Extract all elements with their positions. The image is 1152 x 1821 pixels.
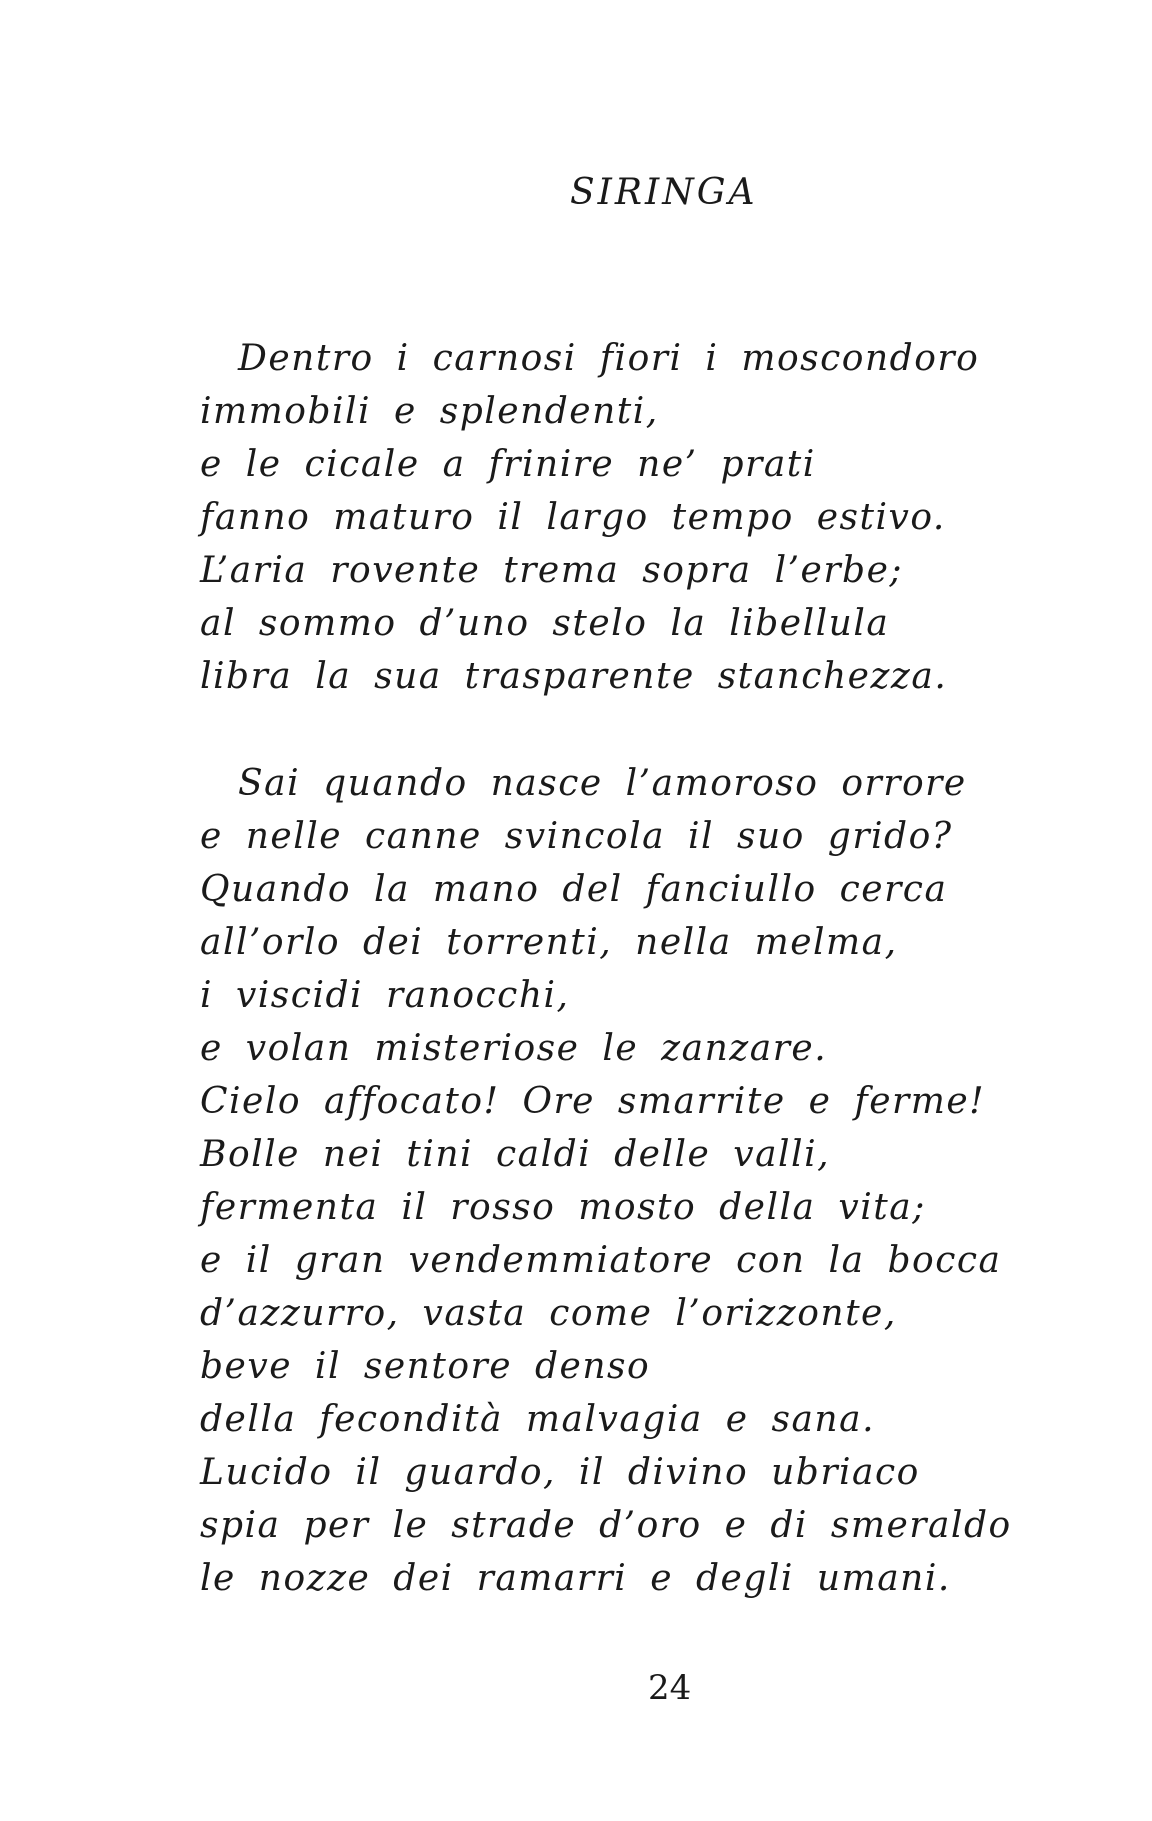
stanza-2 [200,757,1012,1605]
stanza-1 [200,332,979,703]
verse-line: Bolle nei tini caldi delle valli, [200,1134,831,1175]
verse-line: Lucido il guardo, il divino ubriaco [200,1452,920,1493]
verse-line: d’azzurro, vasta come l’orizzonte, [200,1293,897,1334]
verse-line: e volan misteriose le zanzare. [200,1028,828,1069]
verse-line: della fecondità malvagia e sana. [200,1399,876,1440]
verse-line: immobili e splendenti, [200,391,659,432]
verse-line: e il gran vendemmiatore con la bocca [200,1240,1002,1281]
verse-line: Quando la mano del fanciullo cerca [200,869,948,910]
verse-line: Dentro i carnosi fiori i moscondoro [238,338,980,379]
verse-line: e le cicale a frinire ne’ prati [200,444,816,485]
verse-line: Cielo affocato! Ore smarrite e ferme! [200,1081,986,1122]
page-number: 24 [648,1668,692,1708]
verse-line: Sai quando nasce l’amoroso orrore [238,763,967,804]
verse-line: L’aria rovente trema sopra l’erbe; [200,550,904,591]
verse-line: beve il sentore denso [200,1346,651,1387]
verse-line: all’orlo dei torrenti, nella melma, [200,922,898,963]
verse-line: spia per le strade d’oro e di smeraldo [200,1505,1012,1546]
verse-line: le nozze dei ramarri e degli umani. [200,1558,951,1599]
verse-line: fanno maturo il largo tempo estivo. [200,497,946,538]
poem-title: SIRINGA [570,172,758,213]
verse-line: al sommo d’uno stelo la libellula [200,603,890,644]
verse-line: libra la sua trasparente stanchezza. [200,656,948,697]
verse-line: e nelle canne svincola il suo grido? [200,816,953,857]
verse-line: fermenta il rosso mosto della vita; [200,1187,926,1228]
verse-line: i viscidi ranocchi, [200,975,570,1016]
